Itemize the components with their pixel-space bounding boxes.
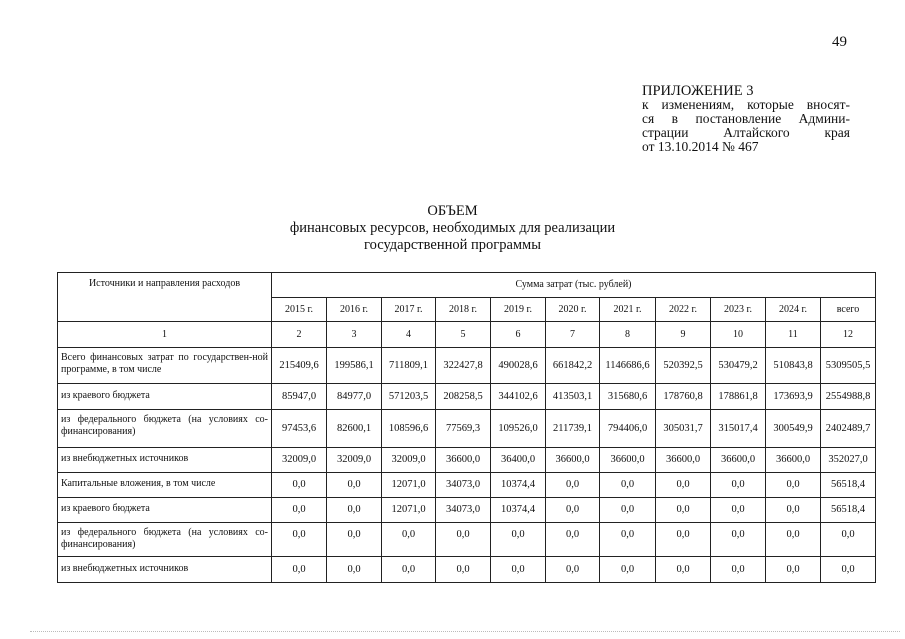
title-line-2: финансовых ресурсов, необходимых для реализации: [289, 220, 616, 236]
value-cell: 36600,0: [711, 448, 766, 473]
appendix-line-2: ся в постановление Админи-: [642, 111, 850, 126]
value-cell: 36600,0: [546, 448, 600, 473]
value-cell: 1146686,6: [600, 348, 656, 384]
value-cell: 0,0: [272, 557, 327, 583]
value-cell: 0,0: [327, 557, 382, 583]
column-number: 3: [327, 322, 382, 348]
value-cell: 520392,5: [656, 348, 711, 384]
table-body: [58, 348, 876, 583]
value-cell: 0,0: [491, 523, 546, 557]
value-cell: 0,0: [546, 473, 600, 498]
column-number: 4: [382, 322, 436, 348]
column-number: 11: [766, 322, 821, 348]
value-cell: 0,0: [436, 557, 491, 583]
table-row: [58, 498, 876, 523]
year-header: 2017 г.: [382, 298, 436, 322]
value-cell: 178760,8: [656, 384, 711, 410]
value-cell: 32009,0: [272, 448, 327, 473]
value-cell: 0,0: [327, 473, 382, 498]
column-number: 7: [546, 322, 600, 348]
value-cell: 36600,0: [656, 448, 711, 473]
value-cell: 36600,0: [600, 448, 656, 473]
column-number: 8: [600, 322, 656, 348]
value-cell: 0,0: [600, 498, 656, 523]
column-number: 1: [58, 322, 272, 348]
value-cell: 32009,0: [382, 448, 436, 473]
value-cell: 77569,3: [436, 410, 491, 448]
value-cell: 85947,0: [272, 384, 327, 410]
value-cell: 352027,0: [821, 448, 876, 473]
value-cell: 0,0: [600, 557, 656, 583]
value-cell: 0,0: [656, 473, 711, 498]
appendix-block: [642, 84, 850, 154]
value-cell: 0,0: [711, 473, 766, 498]
financial-resources-table: [57, 272, 876, 583]
value-cell: 173693,9: [766, 384, 821, 410]
scan-noise-line: [30, 631, 900, 633]
value-cell: 32009,0: [327, 448, 382, 473]
value-cell: 0,0: [656, 498, 711, 523]
value-cell: 0,0: [436, 523, 491, 557]
value-cell: 0,0: [327, 523, 382, 557]
value-cell: 661842,2: [546, 348, 600, 384]
year-header: 2021 г.: [600, 298, 656, 322]
value-cell: 300549,9: [766, 410, 821, 448]
value-cell: 34073,0: [436, 473, 491, 498]
table-row: [58, 384, 876, 410]
title-line-3: государственной программы: [364, 237, 541, 253]
column-number: 12: [821, 322, 876, 348]
value-cell: 0,0: [711, 523, 766, 557]
value-cell: 10374,4: [491, 473, 546, 498]
value-cell: 10374,4: [491, 498, 546, 523]
table-row: [58, 557, 876, 583]
value-cell: 178861,8: [711, 384, 766, 410]
value-cell: 0,0: [272, 523, 327, 557]
row-label: из федерального бюджета (на условиях со-финансирования): [58, 523, 272, 557]
row-label: из внебюджетных источников: [58, 557, 272, 583]
value-cell: 0,0: [546, 498, 600, 523]
header-row-1: [58, 273, 876, 298]
row-label: Всего финансовых затрат по государствен-ной программе, в том числе: [58, 348, 272, 384]
table-row: [58, 473, 876, 498]
appendix-line-3: страции Алтайского края: [642, 125, 850, 140]
value-cell: 0,0: [766, 523, 821, 557]
title-line-1: ОБЪЕМ: [427, 203, 478, 219]
column-number: 2: [272, 322, 327, 348]
value-cell: 0,0: [272, 498, 327, 523]
value-cell: 36400,0: [491, 448, 546, 473]
value-cell: 0,0: [491, 557, 546, 583]
value-cell: 0,0: [656, 523, 711, 557]
value-cell: 0,0: [711, 557, 766, 583]
header-sum: Сумма затрат (тыс. рублей): [272, 273, 876, 298]
value-cell: 0,0: [546, 523, 600, 557]
value-cell: 0,0: [382, 557, 436, 583]
table-row: [58, 523, 876, 557]
value-cell: 490028,6: [491, 348, 546, 384]
value-cell: 109526,0: [491, 410, 546, 448]
value-cell: 510843,8: [766, 348, 821, 384]
value-cell: 571203,5: [382, 384, 436, 410]
value-cell: 211739,1: [546, 410, 600, 448]
value-cell: 0,0: [821, 557, 876, 583]
table-row: [58, 410, 876, 448]
column-number: 9: [656, 322, 711, 348]
value-cell: 56518,4: [821, 498, 876, 523]
value-cell: 215409,6: [272, 348, 327, 384]
value-cell: 199586,1: [327, 348, 382, 384]
value-cell: 82600,1: [327, 410, 382, 448]
value-cell: 56518,4: [821, 473, 876, 498]
row-label: из краевого бюджета: [58, 384, 272, 410]
value-cell: 0,0: [546, 557, 600, 583]
table-row: [58, 448, 876, 473]
year-header: 2016 г.: [327, 298, 382, 322]
appendix-line-4: от 13.10.2014 № 467: [642, 139, 759, 154]
value-cell: 108596,6: [382, 410, 436, 448]
value-cell: 0,0: [656, 557, 711, 583]
value-cell: 2402489,7: [821, 410, 876, 448]
value-cell: 0,0: [711, 498, 766, 523]
value-cell: 0,0: [327, 498, 382, 523]
value-cell: 84977,0: [327, 384, 382, 410]
value-cell: 711809,1: [382, 348, 436, 384]
value-cell: 344102,6: [491, 384, 546, 410]
column-number: 6: [491, 322, 546, 348]
year-header: 2019 г.: [491, 298, 546, 322]
value-cell: 36600,0: [436, 448, 491, 473]
year-header: 2022 г.: [656, 298, 711, 322]
appendix-title: ПРИЛОЖЕНИЕ 3: [642, 83, 754, 99]
table-row: [58, 348, 876, 384]
value-cell: 322427,8: [436, 348, 491, 384]
value-cell: 305031,7: [656, 410, 711, 448]
year-header: 2020 г.: [546, 298, 600, 322]
page-number: 49: [832, 34, 847, 50]
value-cell: 0,0: [821, 523, 876, 557]
year-header: всего: [821, 298, 876, 322]
column-number: 10: [711, 322, 766, 348]
row-label: из федерального бюджета (на условиях со-финансирования): [58, 410, 272, 448]
year-header: 2023 г.: [711, 298, 766, 322]
row-label: из краевого бюджета: [58, 498, 272, 523]
value-cell: 0,0: [600, 523, 656, 557]
value-cell: 5309505,5: [821, 348, 876, 384]
value-cell: 530479,2: [711, 348, 766, 384]
document-title: [0, 203, 905, 254]
value-cell: 413503,1: [546, 384, 600, 410]
value-cell: 0,0: [766, 557, 821, 583]
value-cell: 0,0: [382, 523, 436, 557]
value-cell: 315680,6: [600, 384, 656, 410]
value-cell: 2554988,8: [821, 384, 876, 410]
value-cell: 12071,0: [382, 498, 436, 523]
value-cell: 315017,4: [711, 410, 766, 448]
header-numbering-row: [58, 322, 876, 348]
value-cell: 0,0: [766, 473, 821, 498]
value-cell: 34073,0: [436, 498, 491, 523]
column-number: 5: [436, 322, 491, 348]
row-label: Капитальные вложения, в том числе: [58, 473, 272, 498]
year-header: 2015 г.: [272, 298, 327, 322]
year-header: 2018 г.: [436, 298, 491, 322]
row-label: из внебюджетных источников: [58, 448, 272, 473]
value-cell: 208258,5: [436, 384, 491, 410]
value-cell: 0,0: [272, 473, 327, 498]
value-cell: 97453,6: [272, 410, 327, 448]
value-cell: 0,0: [766, 498, 821, 523]
value-cell: 0,0: [600, 473, 656, 498]
value-cell: 36600,0: [766, 448, 821, 473]
value-cell: 12071,0: [382, 473, 436, 498]
value-cell: 794406,0: [600, 410, 656, 448]
year-header: 2024 г.: [766, 298, 821, 322]
header-source: Источники и направления расходов: [58, 273, 272, 322]
appendix-line-1: к изменениям, которые вносят-: [642, 97, 850, 112]
